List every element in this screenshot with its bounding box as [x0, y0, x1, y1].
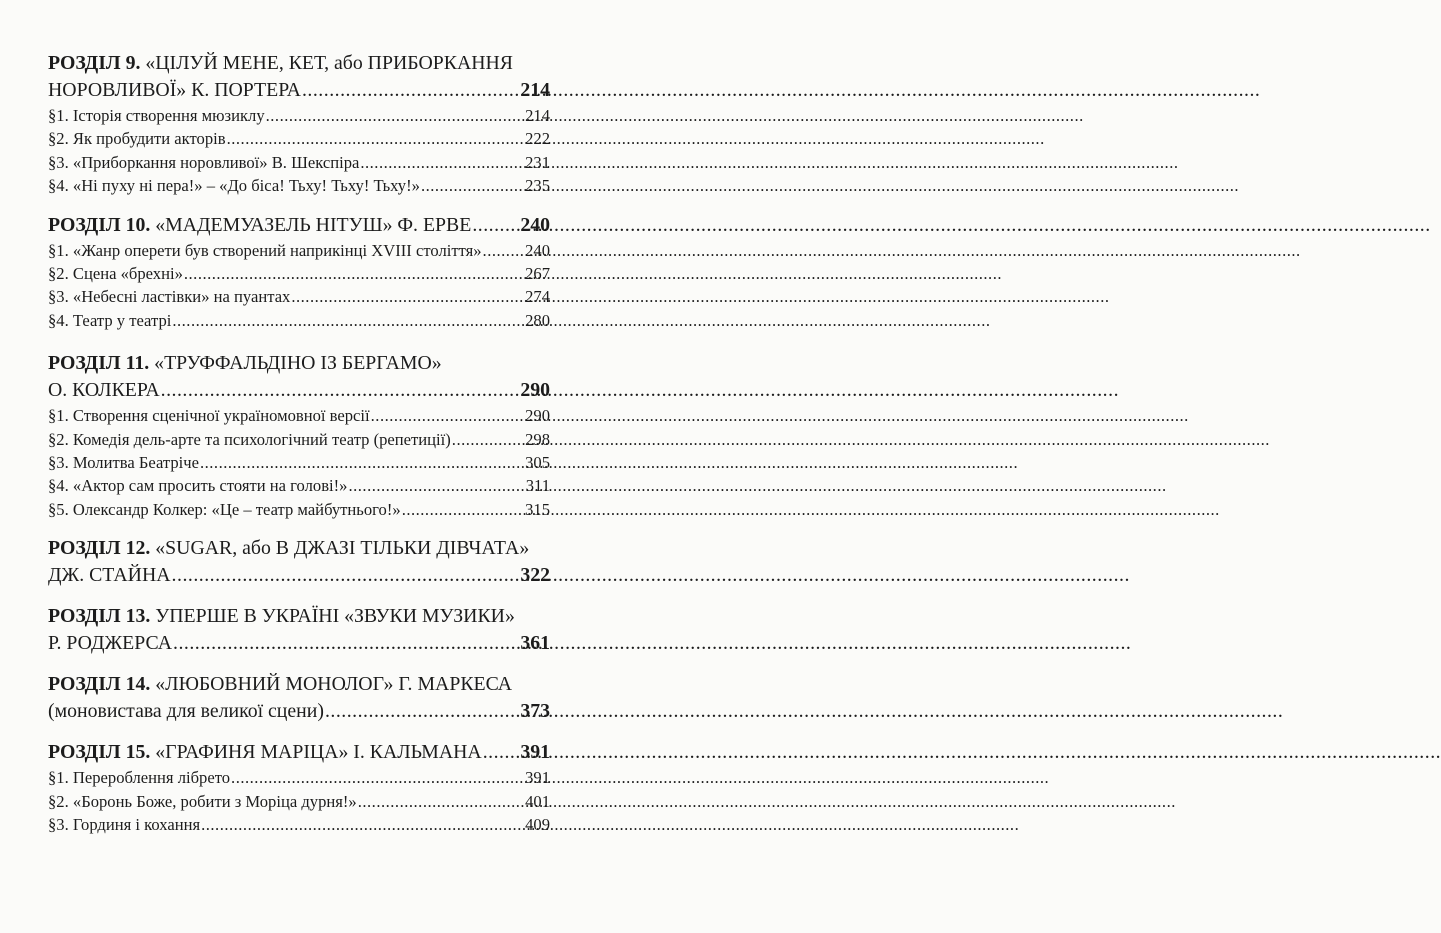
- chapter-label: РОЗДІЛ 14.: [48, 673, 151, 696]
- leader-dots: [325, 698, 519, 725]
- toc-chapter: [48, 50, 550, 198]
- chapter-title: «МАДЕМУАЗЕЛЬ НІТУШ» Ф. ЕРВЕ: [155, 213, 472, 236]
- chapter-title-line: [48, 350, 550, 377]
- chapter-title-line: [48, 603, 550, 630]
- toc-section-entry: [48, 474, 550, 497]
- section-page-number: 240: [525, 240, 550, 260]
- section-title: §2. «Боронь Боже, робити з Моріца дурня!»: [48, 791, 357, 811]
- toc-section-entry: [48, 790, 550, 813]
- chapter-heading: [48, 535, 550, 589]
- chapter-title: «ЛЮБОВНИЙ МОНОЛОГ» Г. МАРКЕСА: [155, 673, 513, 696]
- section-page-number: 280: [525, 310, 550, 330]
- chapter-page-number: 373: [520, 700, 550, 723]
- chapter-page-number: 214: [520, 79, 550, 101]
- leader-dots: [472, 212, 519, 239]
- leader-dots: [161, 377, 520, 404]
- chapter-heading: [48, 50, 550, 104]
- toc-section-entry: [48, 404, 550, 427]
- chapter-label: РОЗДІЛ 10.: [48, 213, 151, 236]
- chapter-title-continued: О. КОЛКЕРА: [48, 379, 160, 402]
- section-page-number: 267: [525, 264, 550, 284]
- table-of-contents: [0, 0, 600, 933]
- leader-dots: [483, 739, 520, 766]
- chapter-title-continued: НОРОВЛИВОЇ» К. ПОРТЕРА: [48, 79, 301, 101]
- toc-section-entry: [48, 174, 550, 197]
- leader-dots: [371, 404, 524, 427]
- chapter-title: «ЦІЛУЙ МЕНЕ, КЕТ, або ПРИБОРКАННЯ: [145, 52, 513, 74]
- chapter-label: РОЗДІЛ 11.: [48, 352, 150, 375]
- toc-chapter: [48, 739, 550, 836]
- chapter-title-line: [48, 50, 550, 77]
- section-page-number: 391: [525, 768, 550, 788]
- chapter-label: РОЗДІЛ 13.: [48, 605, 151, 628]
- leader-dots: [360, 151, 524, 174]
- leader-dots: [358, 790, 524, 813]
- chapter-title: «SUGAR, або В ДЖАЗІ ТІЛЬКИ ДІВЧАТА»: [155, 537, 530, 560]
- leader-dots: [302, 77, 519, 104]
- section-page-number: 298: [525, 429, 550, 449]
- chapter-title-line: [48, 535, 550, 562]
- section-title: §3. «Небесні ластівки» на пуантах: [48, 287, 291, 307]
- section-page-number: 231: [525, 152, 550, 172]
- leader-dots: [483, 239, 525, 262]
- section-title: §1. Історія створення мюзиклу: [48, 106, 265, 125]
- leader-dots: [402, 498, 524, 521]
- toc-section-entry: [48, 104, 550, 127]
- section-title: §4. Театр у театрі: [48, 310, 172, 330]
- leader-dots: [348, 474, 524, 497]
- leader-dots: [452, 428, 524, 451]
- toc-chapter: [48, 603, 550, 657]
- section-page-number: 214: [525, 106, 550, 125]
- leader-dots: [421, 174, 524, 197]
- chapter-title-text: [48, 212, 471, 239]
- section-title: §2. Комедія дель-арте та психологічний театр (репетиції): [48, 429, 451, 449]
- chapter-title-row: [48, 739, 550, 766]
- leader-dots: [201, 813, 524, 836]
- section-title: §4. «Ні пуху ні пера!» – «До біса! Тьху! Тьху! Тьху!»: [48, 176, 420, 196]
- leader-dots: [173, 630, 519, 657]
- section-page-number: 409: [525, 815, 550, 835]
- chapter-title-row: [48, 212, 550, 239]
- chapter-page-number: 322: [520, 564, 550, 587]
- chapter-label: РОЗДІЛ 12.: [48, 537, 151, 560]
- section-title: §1. Перероблення лібрето: [48, 768, 231, 788]
- leader-dots: [231, 766, 524, 789]
- chapter-label: РОЗДІЛ 15.: [48, 741, 151, 764]
- chapter-heading: [48, 671, 550, 725]
- section-title: §1. Створення сценічної україномовної версії: [48, 406, 370, 426]
- leader-dots: [227, 127, 525, 150]
- toc-section-entry: [48, 151, 550, 174]
- section-title: §3. Молитва Беатріче: [48, 453, 199, 473]
- leader-dots: [291, 285, 524, 308]
- leader-dots: [266, 104, 524, 127]
- toc-chapter: [48, 212, 550, 333]
- leader-dots: [172, 562, 520, 589]
- toc-section-entry: [48, 451, 550, 474]
- leader-dots: [184, 262, 524, 285]
- leader-dots: [172, 309, 524, 332]
- section-page-number: 290: [525, 406, 550, 426]
- chapter-heading: [48, 739, 550, 766]
- section-title: §5. Олександр Колкер: «Це – театр майбутнього!»: [48, 499, 401, 519]
- chapter-label: РОЗДІЛ 9.: [48, 52, 141, 74]
- toc-section-entry: [48, 309, 550, 332]
- section-page-number: 315: [525, 499, 550, 519]
- toc-chapter: [48, 535, 550, 589]
- section-page-number: 222: [525, 129, 550, 149]
- toc-chapter: [48, 671, 550, 725]
- toc-section-entry: [48, 285, 550, 308]
- toc-section-entry: [48, 766, 550, 789]
- chapter-title-continued: (моновистава для великої сцени): [48, 700, 324, 723]
- section-page-number: 235: [525, 176, 550, 196]
- chapter-title: «ГРАФИНЯ МАРІЦА» І. КАЛЬМАНА: [155, 741, 482, 764]
- chapter-title-row: [48, 562, 550, 589]
- section-title: §2. Як пробудити акторів: [48, 129, 226, 149]
- section-title: §3. Гординя і кохання: [48, 815, 201, 835]
- chapter-title-row: [48, 377, 550, 404]
- toc-section-entry: [48, 428, 550, 451]
- chapter-title-text: [48, 739, 482, 766]
- chapter-title-line: [48, 671, 550, 698]
- chapter-page-number: 240: [520, 213, 550, 236]
- chapter-title: «ТРУФФАЛЬДІНО ІЗ БЕРГАМО»: [154, 352, 442, 375]
- section-page-number: 401: [525, 791, 550, 811]
- toc-chapter: [48, 350, 550, 521]
- section-page-number: 274: [525, 287, 550, 307]
- section-page-number: 305: [525, 453, 550, 473]
- chapter-title-continued: Р. РОДЖЕРСА: [48, 632, 172, 655]
- chapter-title-row: [48, 698, 550, 725]
- chapter-title: УПЕРШЕ В УКРАЇНІ «ЗВУКИ МУЗИКИ»: [155, 605, 515, 628]
- section-title: §3. «Приборкання норовливої» В. Шекспіра: [48, 152, 360, 172]
- toc-section-entry: [48, 813, 550, 836]
- chapter-heading: [48, 603, 550, 657]
- toc-section-entry: [48, 127, 550, 150]
- chapter-heading: [48, 350, 550, 404]
- chapter-heading: [48, 212, 550, 239]
- toc-section-entry: [48, 239, 550, 262]
- chapter-title-continued: ДЖ. СТАЙНА: [48, 564, 171, 587]
- section-title: §2. Сцена «брехні»: [48, 264, 183, 284]
- chapter-page-number: 361: [520, 632, 550, 655]
- chapter-page-number: 391: [520, 741, 550, 764]
- toc-section-entry: [48, 498, 550, 521]
- chapter-title-row: [48, 77, 550, 104]
- leader-dots: [200, 451, 524, 474]
- toc-section-entry: [48, 262, 550, 285]
- chapter-page-number: 290: [520, 379, 550, 402]
- section-title: §4. «Актор сам просить стояти на голові!»: [48, 476, 348, 496]
- chapter-title-row: [48, 630, 550, 657]
- section-page-number: 311: [525, 476, 550, 496]
- section-title: §1. «Жанр оперети був створений наприкінці XVIII століття»: [48, 240, 482, 260]
